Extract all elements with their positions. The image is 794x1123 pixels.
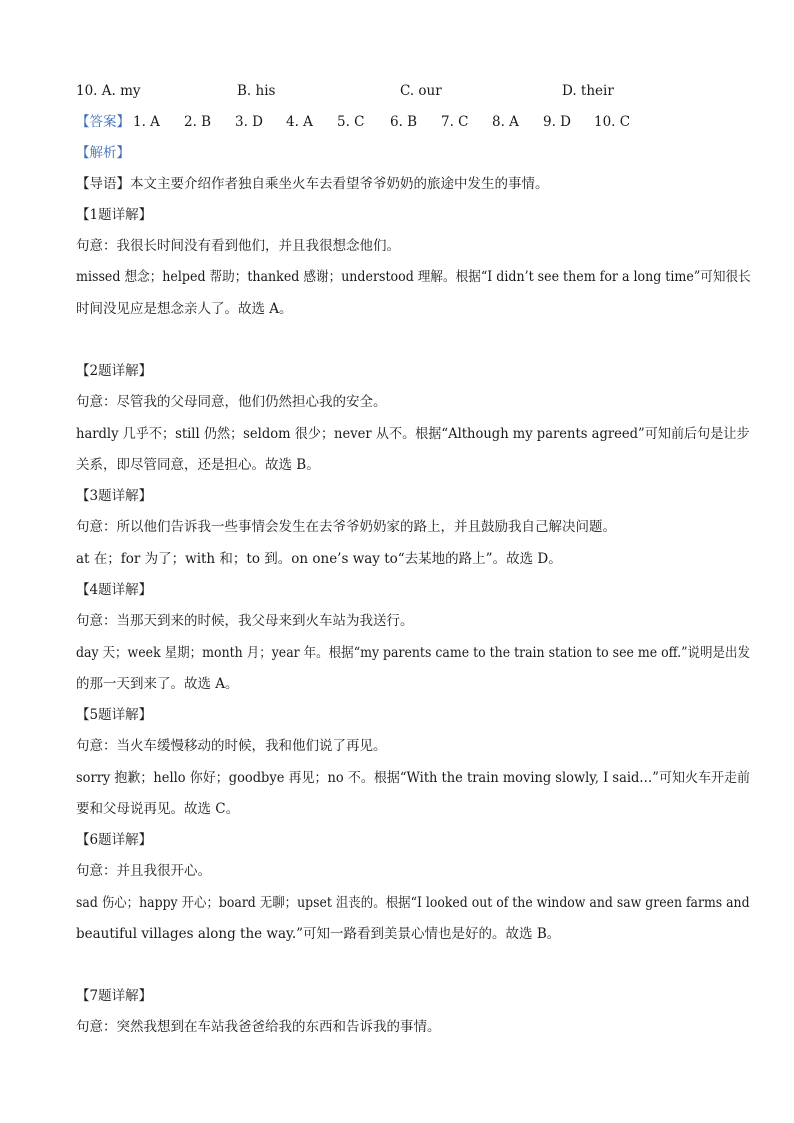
detail-5-line-2: 要和父母说再见。故选 C。 [76, 801, 240, 817]
detail-6-line-2: beautiful villages along the way.”可知一路看到美景心情也是好的。故选 B。 [76, 926, 561, 942]
answer-item-2: 2. B [184, 114, 212, 130]
detail-7-heading: 【7题详解】 [76, 988, 153, 1004]
detail-1-line-1: missed 想念；helped 帮助；thanked 感谢；understood 理解。根据“I didn’t see them for a long time”可知很长 [76, 269, 751, 285]
detail-5-line-1: sorry 抱歉；hello 你好；goodbye 再见；no 不。根据“With the train moving slowly, I said…”可知火车开走前 [76, 770, 750, 786]
detail-2-meaning: 句意：尽管我的父母同意，他们仍然担心我的安全。 [76, 394, 387, 410]
question-10-options [76, 81, 716, 101]
detail-4-line-2: 的那一天到来了。故选 A。 [76, 676, 239, 692]
question-10-option-c: C. our [400, 83, 442, 99]
detail-2-line-1: hardly 几乎不；still 仍然；seldom 很少；never 从不。根据“Although my parents agreed”可知前后句是让步 [76, 426, 750, 442]
detail-3-line-1: at 在；for 为了；with 和；to 到。on one’s way to“去某地的路上”。故选 D。 [76, 551, 562, 567]
detail-4-meaning: 句意：当那天到来的时候，我父母来到火车站为我送行。 [76, 613, 414, 629]
detail-2-heading: 【2题详解】 [76, 363, 153, 379]
answer-key [76, 112, 716, 132]
detail-4-line-1: day 天；week 星期；month 月；year 年。根据“my parents came to the train station to see me off.”说明是出发 [76, 645, 751, 661]
option-text: A. my [101, 83, 141, 99]
question-10-option-b: B. his [237, 83, 276, 99]
answer-item-3: 3. D [235, 114, 263, 130]
analysis-label: 【解析】 [76, 145, 130, 161]
question-10-option-a [76, 81, 141, 101]
detail-6-heading: 【6题详解】 [76, 832, 153, 848]
detail-1-heading: 【1题详解】 [76, 207, 153, 223]
detail-5-heading: 【5题详解】 [76, 707, 153, 723]
detail-3-heading: 【3题详解】 [76, 488, 153, 504]
answer-item-9: 9. D [543, 114, 571, 130]
answer-item-5: 5. C [337, 114, 365, 130]
answer-label: 【答案】 [76, 114, 130, 130]
detail-1-line-2: 时间没见应是想念亲人了。故选 A。 [76, 301, 293, 317]
answer-item-7: 7. C [441, 114, 469, 130]
detail-5-meaning: 句意：当火车缓慢移动的时候，我和他们说了再见。 [76, 738, 387, 754]
answer-item-1: 1. A [133, 114, 160, 130]
answer-item-6: 6. B [390, 114, 418, 130]
question-10-option-d: D. their [562, 83, 614, 99]
detail-1-meaning: 句意：我很长时间没有看到他们，并且我很想念他们。 [76, 238, 400, 254]
detail-6-line-1: sad 伤心；happy 开心；board 无聊；upset 沮丧的。根据“I looked out of the window and saw green farms and [76, 895, 750, 911]
detail-2-line-2: 关系，即尽管同意，还是担心。故选 B。 [76, 457, 320, 473]
detail-3-meaning: 句意：所以他们告诉我一些事情会发生在去爷爷奶奶家的路上，并且鼓励我自己解决问题。 [76, 519, 616, 535]
guide-text: 【导语】本文主要介绍作者独自乘坐火车去看望爷爷奶奶的旅途中发生的事情。 [76, 176, 549, 192]
detail-4-heading: 【4题详解】 [76, 582, 153, 598]
detail-7-meaning: 句意：突然我想到在车站我爸爸给我的东西和告诉我的事情。 [76, 1019, 441, 1035]
answer-item-4: 4. A [286, 114, 313, 130]
answer-item-10: 10. C [594, 114, 631, 130]
detail-6-meaning: 句意：并且我很开心。 [76, 863, 211, 879]
question-number: 10. [76, 83, 98, 99]
answer-item-8: 8. A [492, 114, 519, 130]
